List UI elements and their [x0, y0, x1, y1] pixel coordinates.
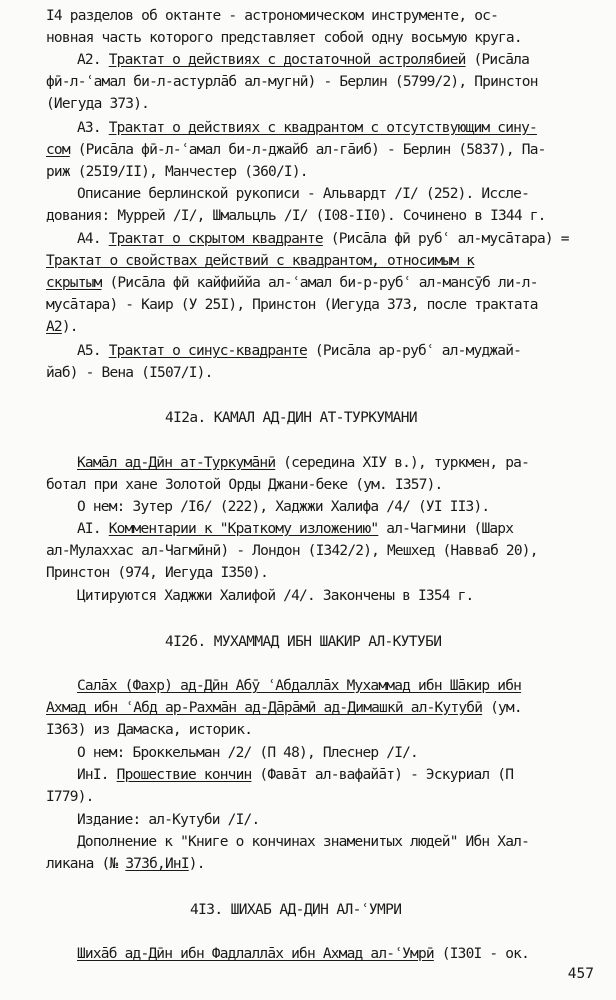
text-line: A3. Трактат о действиях с квадрантом с отсутствующим сину- [77, 120, 537, 136]
work-title: Трактат о действиях с квадрантом с отсутствующим сину- [108, 120, 537, 136]
text-line: A5. Трактат о синус-квадранте (Рисāла ар-рубʿ ал-муджай- [77, 343, 522, 359]
text-line: (Иегуда 373). [46, 96, 150, 112]
text-line: Издание: ал-Кутуби /I/. [77, 812, 260, 828]
author-name: Салāх (Фахр) ад-Дӣн Абӯ ʿАбдаллāх Мухаммад ибн Шāкир ибн [77, 678, 522, 694]
work-title: сом [46, 142, 70, 158]
text-line: Камāл ад-Дӣн ат-Туркумāнӣ (середина XIУ в.), туркмен, ра- [77, 455, 530, 471]
text-line: ИнI. Прошествие кончин (Фавāт ал-вафайāт) - Эскуриал (П [77, 767, 514, 783]
text-line: AI. Комментарии к "Краткому изложению" ал-Чагмини (Шарх [77, 521, 514, 537]
text-line: О нем: Зутер /I6/ (222), Хаджжи Халифа /4/ (УI II3). [77, 499, 490, 515]
text-line: новная часть которого представляет собой одну восьмую круга. [46, 30, 522, 46]
cross-reference: A2 [46, 319, 62, 335]
text-line: Шихāб ад-Дӣн ибн Фадлаллāх ибн Ахмад ал-ʿУмрӣ (I30I - ок. [77, 946, 530, 962]
work-title: Трактат о синус-квадранте [108, 343, 307, 359]
text-line: Принстон (974, Иегуда I350). [46, 565, 269, 581]
text-line: Цитируются Хаджжи Халифой /4/. Закончены в I354 г. [77, 588, 474, 604]
text-line: риж (25I9/II), Манчестер (360/I). [46, 164, 308, 180]
author-name: Камāл ад-Дӣн ат-Туркумāнӣ [77, 455, 276, 471]
text-line: I363) из Дамаска, историк. [46, 722, 253, 738]
work-title: Комментарии к "Краткому изложению" [108, 521, 379, 537]
author-name: Ахмад ибн ʿАбд ар-Рахмāн ад-Дāрāмӣ ад-Димашкӣ ал-Кутубӣ [46, 700, 483, 716]
section-heading: 4I2б. МУХАММАД ИБН ШАКИР АЛ-КУТУБИ [165, 634, 442, 650]
text-line: мусāтара) - Каир (У 25I), Принстон (Иегуда 373, после трактата [46, 297, 538, 313]
text-line [77, 676, 616, 696]
text-line: A2. Трактат о действиях с достаточной астролябией (Рисāла [77, 52, 530, 68]
work-title: Трактат о свойствах действий с квадрантом, относимым к [46, 253, 475, 269]
text-line: A4. Трактат о скрытом квадранте (Рисāла фӣ рубʿ ал-мусāтара) = [77, 231, 577, 247]
text-line: ал-Мулаххас ал-Чагмӣнӣ) - Лондон (I342/2), Мешхед (Навваб 20), [46, 543, 538, 559]
text-line: ликана (№ 373б,ИнI). [46, 856, 205, 872]
text-line [46, 251, 616, 271]
text-line: йаб) - Вена (I507/I). [46, 365, 213, 381]
text-line: Ахмад ибн ʿАбд ар-Рахмāн ад-Дāрāмӣ ад-Димашкӣ ал-Кутубӣ (ум. [46, 700, 522, 716]
work-title: Трактат о скрытом квадранте [108, 231, 323, 247]
cross-reference: 373б,ИнI [125, 856, 189, 872]
text-line: I779). [46, 789, 94, 805]
text-line: дования: Муррей /I/, Шмальцль /I/ (I08-II0). Сочинено в I344 г. [46, 208, 546, 224]
author-name: Шихāб ад-Дӣн ибн Фадлаллāх ибн Ахмад ал-ʿУмрӣ [77, 946, 434, 962]
text-line: Дополнение к "Книге о кончинах знаменитых людей" Ибн Хал- [77, 834, 529, 850]
text-line: Описание берлинской рукописи - Альвардт /I/ (252). Иссле- [77, 186, 529, 202]
section-heading: 4I2а. КАМАЛ АД-ДИН АТ-ТУРКУМАНИ [165, 410, 418, 426]
text-line: сом (Рисāла фӣ-л-ʿамал би-л-джайб ал-гāиб) - Берлин (5837), Па- [46, 142, 546, 158]
section-heading: 4I3. ШИХАБ АД-ДИН АЛ-ʿУМРИ [190, 902, 402, 918]
work-title: скрытым [46, 275, 102, 291]
work-title: Трактат о действиях с достаточной астролябией [108, 52, 466, 68]
work-title: Прошествие кончин [116, 767, 252, 783]
text-line: скрытым (Рисāла фӣ кайфиййа ал-ʿамал би-р-рубʿ ал-мансӯб ли-л- [46, 275, 538, 291]
text-line: I4 разделов об октанте - астрономическом инструменте, ос- [46, 8, 498, 24]
text-line: фӣ-л-ʿамал би-л-астурлāб ал-мугнӣ) - Берлин (5799/2), Принстон [46, 74, 538, 90]
text-line: О нем: Броккельман /2/ (П 48), Плеснер /I/. [77, 745, 418, 761]
text-line: A2). [46, 319, 78, 335]
text-line: ботал при хане Золотой Орды Джани-беке (ум. I357). [46, 477, 443, 493]
page-number: 457 [567, 966, 594, 982]
